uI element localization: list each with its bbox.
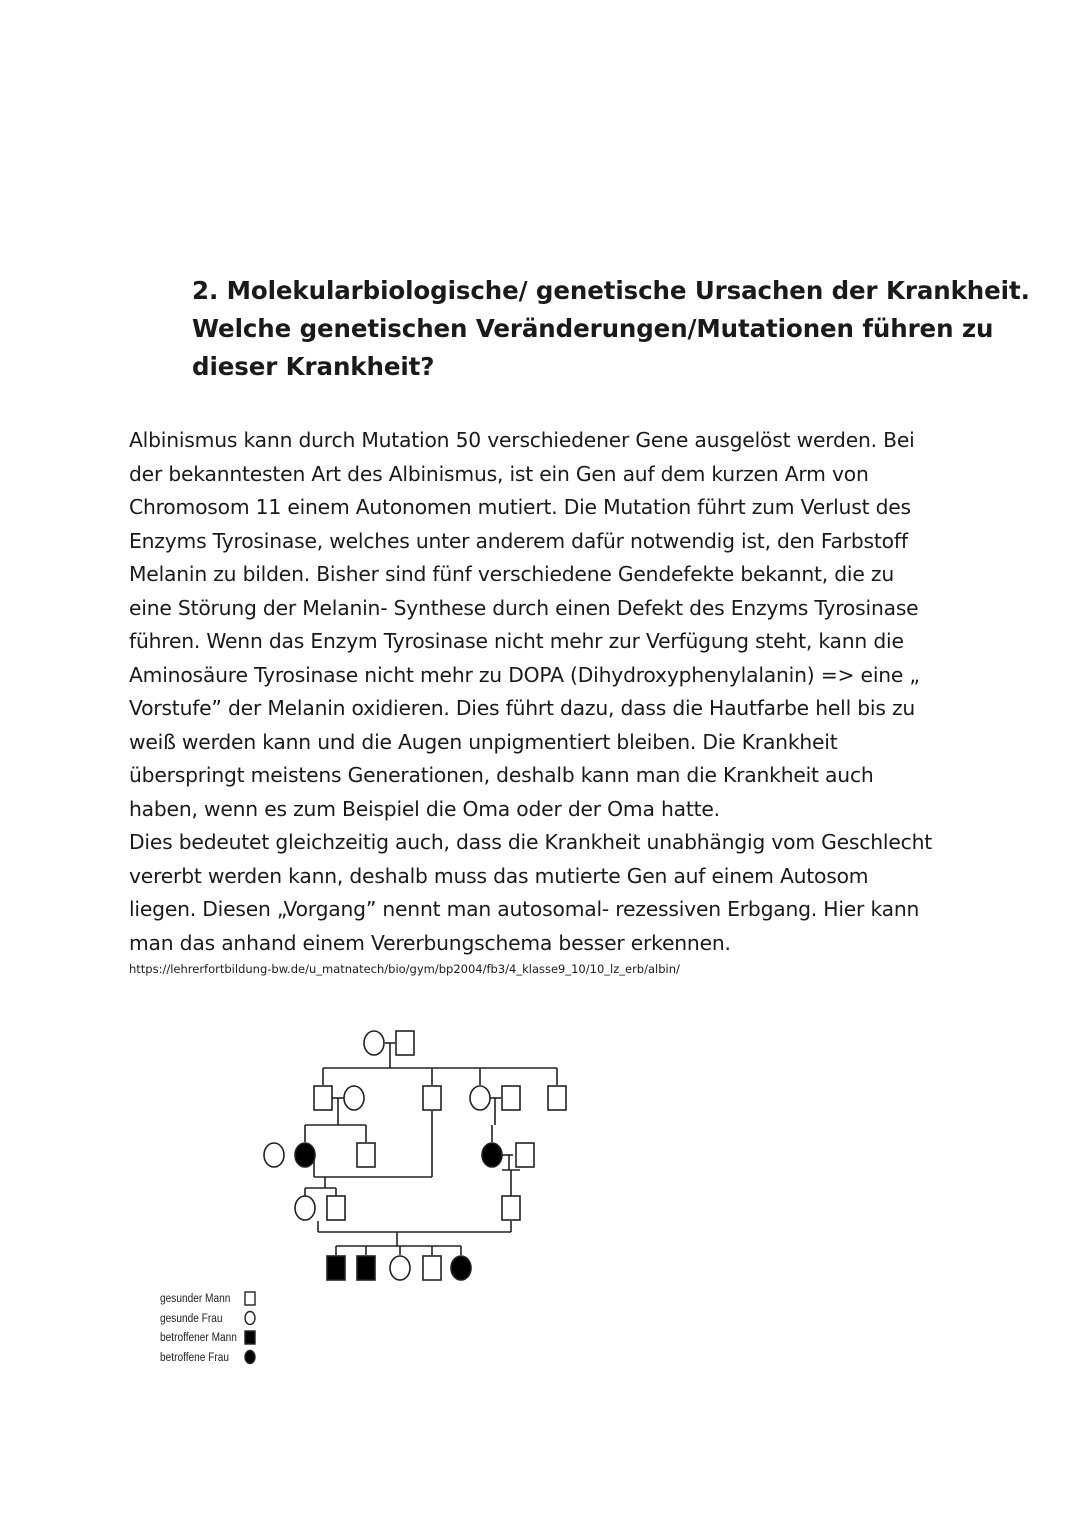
heading-line: Welche genetischen Veränderungen/Mutationen führen zu: [192, 314, 994, 343]
body-line: Vorstufe” der Melanin oxidieren. Dies führt dazu, dass die Hautfarbe hell bis zu: [129, 696, 916, 720]
healthy-man-symbol: [314, 1086, 332, 1110]
legend-row: [160, 1290, 237, 1310]
body-line: Melanin zu bilden. Bisher sind fünf verschiedene Gendefekte bekannt, die zu: [129, 562, 894, 586]
healthy-woman-symbol: [264, 1143, 284, 1167]
legend-label: gesunde Frau: [160, 1312, 223, 1325]
legend-label: gesunder Mann: [160, 1293, 231, 1305]
legend-row: [160, 1329, 237, 1349]
legend-row: [160, 1349, 237, 1369]
body-line: Dies bedeutet gleichzeitig auch, dass die Krankheit unabhängig vom Geschlecht: [129, 830, 932, 854]
body-line: vererbt werden kann, deshalb muss das mutierte Gen auf einem Autosom: [129, 863, 869, 888]
healthy-man-symbol: [516, 1143, 534, 1167]
legend-label: betroffene Frau: [160, 1351, 230, 1364]
body-line: man das anhand einem Vererbungschema besser erkennen.: [129, 930, 731, 955]
legend-symbols: [245, 1292, 255, 1364]
legend-affected-man-symbol: [245, 1331, 255, 1344]
legend-affected-woman-symbol: [245, 1351, 255, 1364]
pedigree-legend: [160, 1290, 237, 1368]
body-line: Chromosom 11 einem Autonomen mutiert. Die Mutation führt zum Verlust des: [129, 495, 911, 519]
source-link[interactable]: https://lehrerfortbildung-bw.de/u_matnatech/bio/gym/bp2004/fb3/4_klasse9_10/10_lz_erb/albin/: [129, 962, 680, 976]
body-line: eine Störung der Melanin- Synthese durch einen Defekt des Enzyms Tyrosinase: [129, 595, 919, 620]
healthy-woman-symbol: [470, 1086, 490, 1110]
healthy-woman-symbol: [390, 1256, 410, 1280]
body-line: Aminosäure Tyrosinase nicht mehr zu DOPA (Dihydroxyphenylalanin) => eine „: [129, 662, 920, 687]
body-line: haben, wenn es zum Beispiel die Oma oder der Oma hatte.: [129, 796, 720, 821]
body-line: der bekanntesten Art des Albinismus, ist ein Gen auf dem kurzen Arm von: [129, 461, 869, 486]
affected-man-symbol: [357, 1256, 375, 1280]
affected-woman-symbol: [451, 1256, 471, 1280]
healthy-man-symbol: [502, 1196, 520, 1220]
affected-woman-symbol: [482, 1143, 502, 1167]
legend-label: betroffener Mann: [160, 1332, 237, 1344]
heading-line: dieser Krankheit?: [192, 352, 435, 381]
healthy-man-symbol: [502, 1086, 520, 1110]
heading-line: 2. Molekularbiologische/ genetische Ursachen der Krankheit.: [192, 276, 1030, 305]
body-line: Enzyms Tyrosinase, welches unter anderem dafür notwendig ist, den Farbstoff: [129, 528, 908, 553]
body-line: weiß werden kann und die Augen unpigmentiert bleiben. Die Krankheit: [129, 729, 838, 754]
body-line: liegen. Diesen „Vorgang” nennt man autosomal- rezessiven Erbgang. Hier kann: [129, 897, 920, 921]
healthy-man-symbol: [423, 1086, 441, 1110]
legend-healthy-man-symbol: [245, 1292, 255, 1305]
affected-man-symbol: [327, 1256, 345, 1280]
legend-healthy-woman-symbol: [245, 1312, 255, 1325]
healthy-woman-symbol: [364, 1031, 384, 1055]
healthy-man-symbol: [357, 1143, 375, 1167]
healthy-man-symbol: [548, 1086, 566, 1110]
healthy-woman-symbol: [295, 1196, 315, 1220]
body-line: überspringt meistens Generationen, deshalb kann man die Krankheit auch: [129, 763, 874, 787]
healthy-woman-symbol: [344, 1086, 364, 1110]
healthy-man-symbol: [396, 1031, 414, 1055]
body-line: Albinismus kann durch Mutation 50 verschiedener Gene ausgelöst werden. Bei: [129, 428, 915, 452]
healthy-man-symbol: [327, 1196, 345, 1220]
healthy-man-symbol: [423, 1256, 441, 1280]
legend-row: [160, 1310, 237, 1330]
body-line: führen. Wenn das Enzym Tyrosinase nicht mehr zur Verfügung steht, kann die: [129, 629, 904, 653]
affected-woman-symbol: [295, 1143, 315, 1167]
